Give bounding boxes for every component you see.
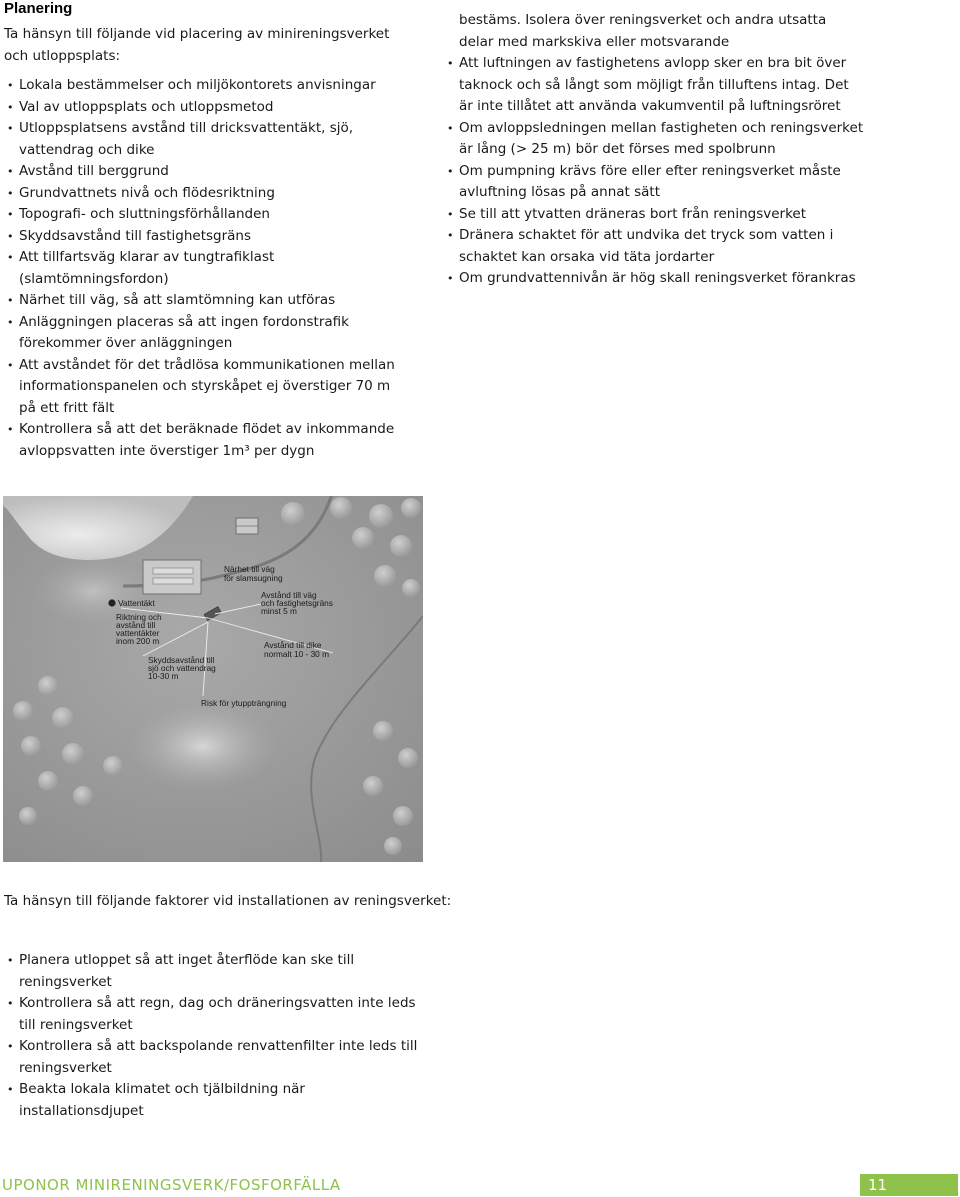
list-item: • Att luftningen av fastighetens avlopp sker en bra bit över taknock och så långt som möjligt från tilluftens intag. Det är inte tillåtet att använda vakumventil på luftningsröret [444,53,864,118]
list-item: • Om avloppsledningen mellan fastigheten och reningsverket är lång (> 25 m) bör det förses med spolbrunn [444,118,864,161]
label-surface-risk: Risk för ytuppträngning [201,698,287,708]
footer-title: UPONOR MINIRENINGSVERK/FOSFORFÄLLA [2,1176,341,1194]
list-item: • Planera utloppet så att inget återflöde kan ske till reningsverket [4,950,424,993]
label-well: Vattentäkt [118,598,155,608]
well-icon [108,599,115,606]
list-item: • Att avståndet för det trådlösa kommunikationen mellan informationspanelen och styrskåpet ej överstiger 70 m på ett fritt fält [4,355,409,420]
list-item: • Att tillfartsväg klarar av tungtrafiklast (slamtömningsfordon) [4,247,409,290]
site-map-illustration [3,496,423,862]
label-buffer-2: sjö och vattendrag [148,663,216,673]
list-item: • Utloppsplatsens avstånd till dricksvattentäkt, sjö, vattendrag och dike [4,118,409,161]
ventilation-list [444,53,864,290]
intro-text: Ta hänsyn till följande vid placering av minireningsverket och utloppsplats: [4,26,390,64]
list-item: • Beakta lokala klimatet och tjälbildning när installationsdjupet [4,1079,424,1122]
ground-patch [128,701,278,791]
list-item: • Skyddsavstånd till fastighetsgräns [4,226,409,248]
label-road-line2: för slamsugning [224,573,283,583]
label-ditch-2: normalt 10 - 30 m [264,649,330,659]
factors-intro: Ta hänsyn till följande faktorer vid installationen av reningsverket: [4,893,452,909]
continued-text: bestäms. Isolera över reningsverket och andra utsatta delar med markskiva eller motsvarande [459,12,827,50]
list-item: • Topografi- och sluttningsförhållanden [4,204,409,226]
label-buffer-1: Skyddsavstånd till [148,655,215,665]
label-direction-3: vattentäkter [116,628,160,638]
list-item: • Kontrollera så att backspolande renvattenfilter inte leds till reningsverket [4,1036,424,1079]
site-map [3,496,423,862]
list-item: • Dränera schaktet för att undvika det tryck som vatten i schaktet kan orsaka vid täta jordarter [444,225,864,268]
list-item: • Kontrollera så att det beräknade flödet av inkommande avloppsvatten inte överstiger 1m³ per dygn [4,419,409,462]
placement-list [4,75,409,462]
list-item: • Lokala bestämmelser och miljökontorets anvisningar [4,75,409,97]
label-direction-2: avstånd till [116,620,156,630]
page-number: 11 [860,1174,958,1196]
label-boundary-2: och fastighetsgräns [261,598,333,608]
label-ditch-1: Avstånd till dike [264,640,322,650]
label-boundary-1: Avstånd till väg [261,590,317,600]
list-item: • Om grundvattennivån är hög skall reningsverket förankras [444,268,864,290]
installation-list [4,950,424,1122]
house-icon [143,560,201,594]
label-buffer-3: 10-30 m [148,671,179,681]
list-item: • Val av utloppsplats och utloppsmetod [4,97,409,119]
label-road-line1: Närhet till väg [224,564,275,574]
list-item: • Anläggningen placeras så att ingen fordonstrafik förekommer över anläggningen [4,312,409,355]
section-heading: Planering [4,0,73,17]
list-item: • Se till att ytvatten dräneras bort från reningsverket [444,204,864,226]
list-item: • Om pumpning krävs före eller efter reningsverket måste avluftning lösas på annat sätt [444,161,864,204]
list-item: • Avstånd till berggrund [4,161,409,183]
garage-icon [236,518,258,534]
list-item: • Grundvattnets nivå och flödesriktning [4,183,409,205]
list-item: • Kontrollera så att regn, dag och dräneringsvatten inte leds till reningsverket [4,993,424,1036]
label-boundary-3: minst 5 m [261,606,297,616]
label-direction-4: inom 200 m [116,636,160,646]
label-direction-1: Riktning och [116,612,162,622]
list-item: • Närhet till väg, så att slamtömning kan utföras [4,290,409,312]
